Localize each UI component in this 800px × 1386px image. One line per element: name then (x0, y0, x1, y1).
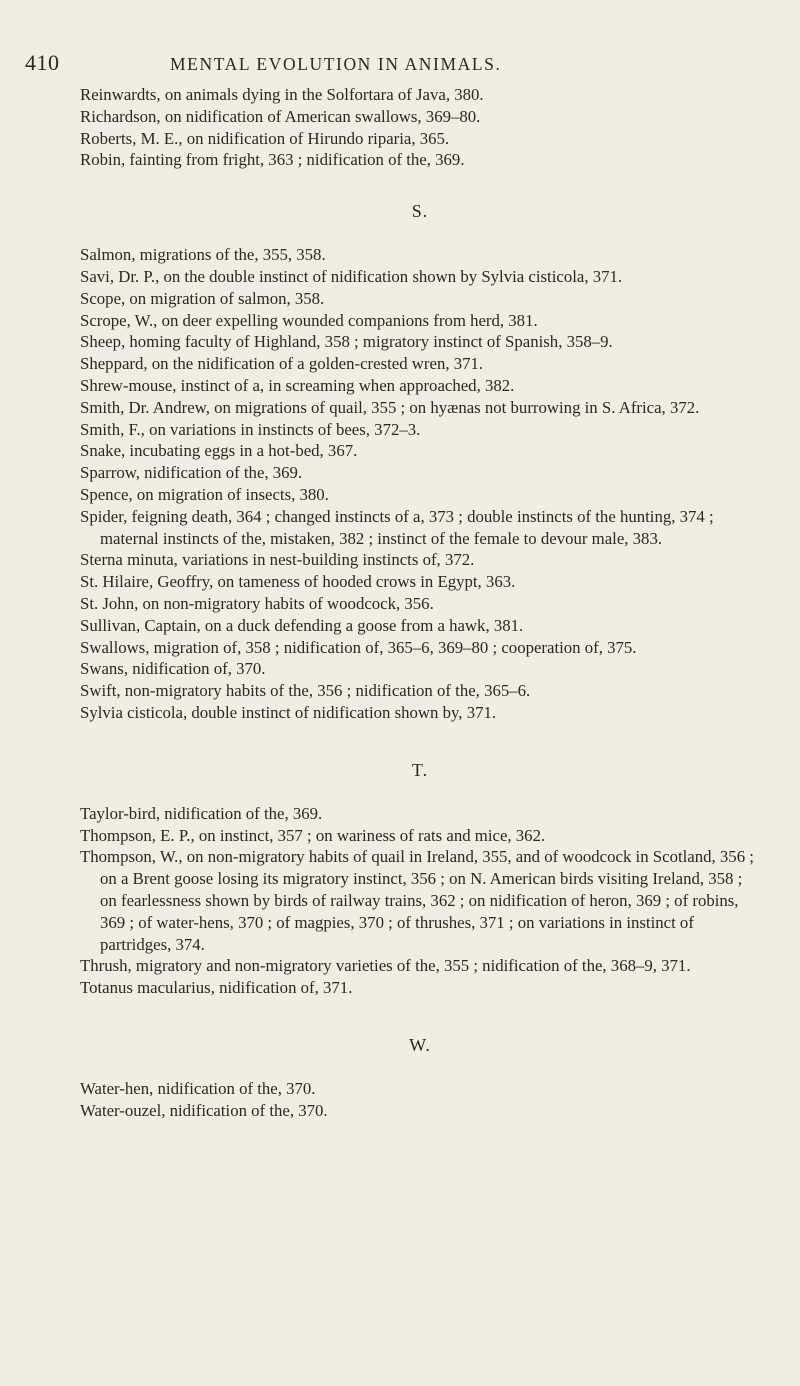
index-section (80, 84, 760, 171)
index-entry: Reinwardts, on animals dying in the Solfortara of Java, 380. (80, 85, 484, 104)
index-entry: St. Hilaire, Geoffry, on tameness of hooded crows in Egypt, 363. (80, 572, 516, 592)
index-entry: Scope, on migration of salmon, 358. (80, 288, 325, 308)
index-entry: Roberts, M. E., on nidification of Hirundo riparia, 365. (80, 128, 450, 148)
index-section (80, 760, 760, 999)
index-entry: Salmon, migrations of the, 355, 358. (80, 245, 326, 265)
entry-list (80, 244, 760, 724)
index-entry: Sheppard, on the nidification of a golden-crested wren, 371. (80, 354, 484, 374)
index-entry: Swift, non-migratory habits of the, 356 ; nidification of the, 365–6. (80, 681, 531, 701)
index-entry: Totanus macularius, nidification of, 371. (80, 978, 353, 998)
section-letter: S. (411, 201, 429, 222)
index-entry: Thompson, W., on non-migratory habits of quail in Ireland, 355, and of woodcock in Scotland, 356 ; on a Brent goose losing its migratory instinct, 356 ; on N. American birds visiting Ireland, 358 ; on fearlessness shown by birds of railway trains, 362 ; on nidification of heron, 369 ; of robins, 369 ; of water-hens, 370 ; of magpies, 370 ; of thrushes, 371 ; on variations in instinct of partridges, 374. (80, 847, 754, 954)
section-letter: W. (409, 1034, 431, 1055)
index-section (80, 1035, 760, 1122)
index-entry: Smith, Dr. Andrew, on migrations of quail, 355 ; on hyænas not burrowing in S. Africa, 372. (80, 397, 700, 417)
index-section (80, 201, 760, 724)
index-entry: Swans, nidification of, 370. (80, 659, 266, 679)
index-entry: Savi, Dr. P., on the double instinct of nidification shown by Sylvia cisticola, 371. (80, 266, 623, 286)
entry-list (80, 84, 760, 171)
index-entry: Sparrow, nidification of the, 369. (80, 463, 303, 483)
index-entry: Smith, F., on variations in instincts of bees, 372–3. (80, 419, 421, 439)
page-header (25, 44, 760, 84)
index-entry: Taylor-bird, nidification of the, 369. (80, 803, 323, 823)
index-entry: Spence, on migration of insects, 380. (80, 484, 329, 504)
index-entry: Sylvia cisticola, double instinct of nidification shown by, 371. (80, 702, 497, 722)
index-entry: Swallows, migration of, 358 ; nidification of, 365–6, 369–80 ; cooperation of, 375. (80, 637, 637, 657)
index-entry: Snake, incubating eggs in a hot-bed, 367. (80, 441, 358, 461)
entry-list (80, 1078, 760, 1122)
index-entry: Robin, fainting from fright, 363 ; nidification of the, 369. (80, 150, 465, 170)
entry-list (80, 803, 760, 999)
index-entry: Thrush, migratory and non-migratory varieties of the, 355 ; nidification of the, 368–9, 371. (80, 956, 691, 976)
index-entry: Water-hen, nidification of the, 370. (80, 1078, 316, 1098)
index-entry: Sterna minuta, variations in nest-building instincts of, 372. (80, 550, 475, 570)
index-entry: Sheep, homing faculty of Highland, 358 ; migratory instinct of Spanish, 358–9. (80, 332, 613, 352)
index-body (80, 84, 760, 1121)
section-letter: T. (411, 759, 429, 780)
index-entry: Shrew-mouse, instinct of a, in screaming when approached, 382. (80, 375, 515, 395)
running-head: MENTAL EVOLUTION IN ANIMALS. (170, 54, 502, 74)
index-entry: St. John, on non-migratory habits of woodcock, 356. (80, 593, 434, 613)
index-entry: Water-ouzel, nidification of the, 370. (80, 1100, 328, 1120)
index-entry: Sullivan, Captain, on a duck defending a goose from a hawk, 381. (80, 615, 524, 635)
index-entry: Spider, feigning death, 364 ; changed instincts of a, 373 ; double instincts of the hunting, 374 ; maternal instincts of the, mistaken, 382 ; instinct of the female to devour male, 383. (80, 506, 714, 548)
index-entry: Thompson, E. P., on instinct, 357 ; on wariness of rats and mice, 362. (80, 825, 546, 845)
page-number: 410 (25, 50, 60, 75)
index-entry: Richardson, on nidification of American swallows, 369–80. (80, 106, 481, 126)
index-entry: Scrope, W., on deer expelling wounded companions from herd, 381. (80, 310, 538, 330)
